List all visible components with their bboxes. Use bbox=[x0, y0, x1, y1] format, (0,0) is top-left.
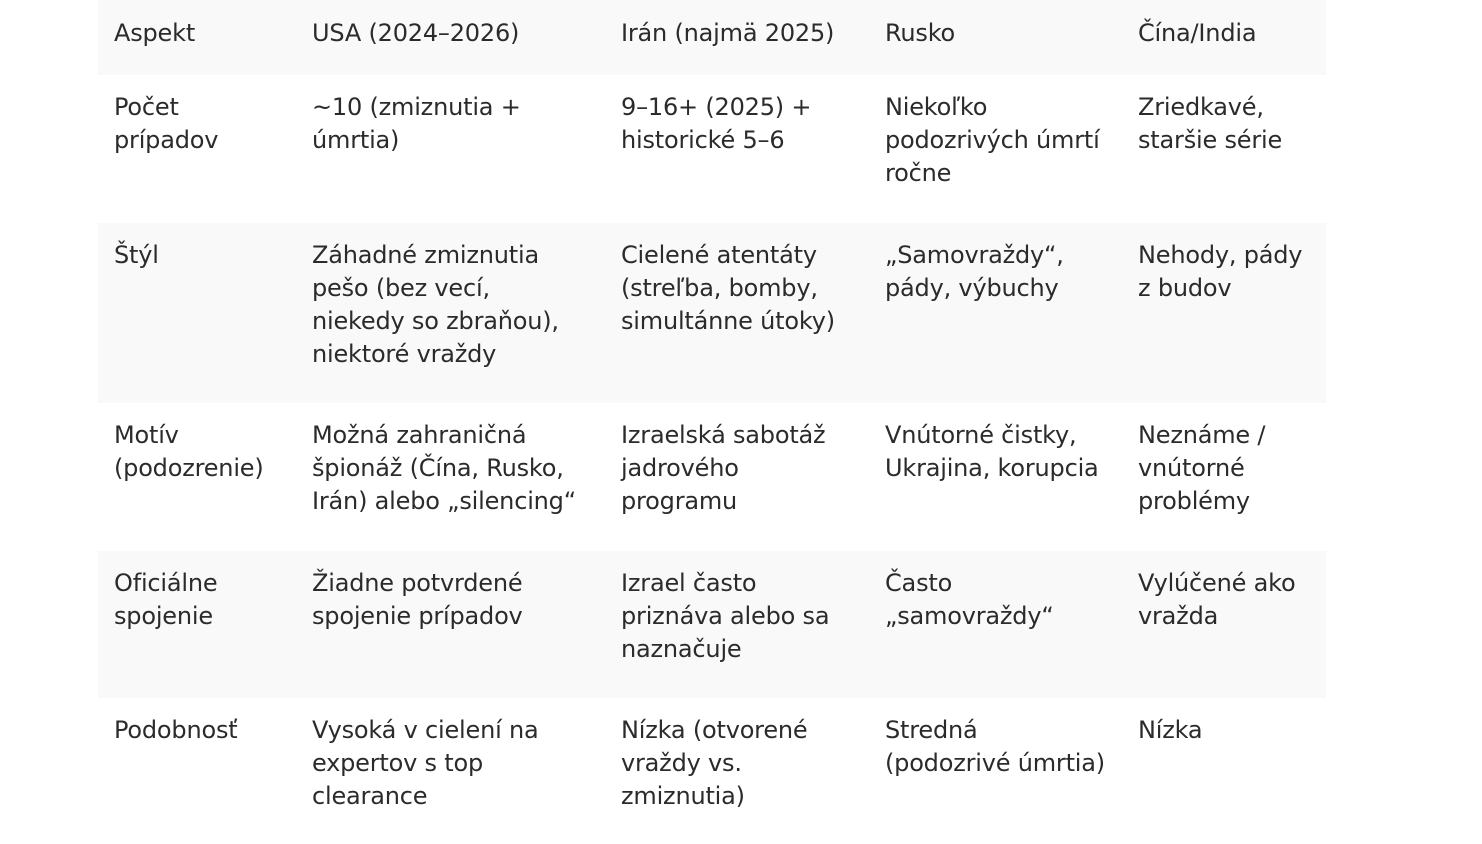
comparison-table-container bbox=[98, 0, 1326, 844]
header-cell-aspect: Aspekt bbox=[98, 0, 296, 75]
table-cell: Možná zahraničná špionáž (Čína, Rusko, Irán) alebo „silencing“ bbox=[312, 421, 576, 515]
table-cell: Záhadné zmiznutia pešo (bez vecí, niekedy so zbraňou), niektoré vraždy bbox=[296, 223, 605, 403]
table-row bbox=[98, 75, 1326, 223]
table-row bbox=[98, 223, 1326, 403]
table-row bbox=[98, 403, 1326, 551]
table-cell: Vnútorné čistky, Ukrajina, korupcia bbox=[885, 421, 1099, 482]
table-cell: Oficiálne spojenie bbox=[98, 551, 296, 698]
table-header-row bbox=[98, 0, 1326, 75]
table-cell: Niekoľko podozrivých úmrtí ročne bbox=[885, 93, 1100, 187]
table-cell: Často „samovraždy“ bbox=[869, 551, 1122, 698]
table-cell: Podobnosť bbox=[114, 716, 238, 744]
header-cell-russia: Rusko bbox=[869, 0, 1122, 75]
table-cell: Motív (podozrenie) bbox=[114, 421, 264, 482]
table-row bbox=[98, 551, 1326, 698]
table-cell: Izraelská sabotáž jadrového programu bbox=[621, 421, 826, 515]
table-cell: 9–16+ (2025) + historické 5–6 bbox=[621, 93, 812, 154]
table-cell: Neznáme / vnútorné problémy bbox=[1138, 421, 1266, 515]
table-cell: Stredná (podozrivé úmrtia) bbox=[885, 716, 1105, 777]
table-cell: Izrael často priznáva alebo sa naznačuje bbox=[605, 551, 869, 698]
comparison-table bbox=[98, 0, 1326, 844]
table-cell: Nehody, pády z budov bbox=[1122, 223, 1326, 403]
table-cell: Vylúčené ako vražda bbox=[1122, 551, 1326, 698]
table-cell: Zriedkavé, staršie série bbox=[1138, 93, 1283, 154]
table-cell: Štýl bbox=[98, 223, 296, 403]
header-cell-china-india: Čína/India bbox=[1122, 0, 1326, 75]
header-cell-iran: Irán (najmä 2025) bbox=[605, 0, 869, 75]
table-cell: Žiadne potvrdené spojenie prípadov bbox=[296, 551, 605, 698]
table-cell: Nízka bbox=[1138, 716, 1203, 744]
table-row bbox=[98, 698, 1326, 844]
table-cell: ~10 (zmiznutia + úmrtia) bbox=[312, 93, 521, 154]
table-cell: Vysoká v cielení na expertov s top clearance bbox=[312, 716, 539, 810]
table-cell: Cielené atentáty (streľba, bomby, simultánne útoky) bbox=[605, 223, 869, 403]
table-cell: Nízka (otvorené vraždy vs. zmiznutia) bbox=[621, 716, 808, 810]
table-cell: „Samovraždy“, pády, výbuchy bbox=[869, 223, 1122, 403]
header-cell-usa: USA (2024–2026) bbox=[296, 0, 605, 75]
table-cell: Počet prípadov bbox=[114, 93, 219, 154]
